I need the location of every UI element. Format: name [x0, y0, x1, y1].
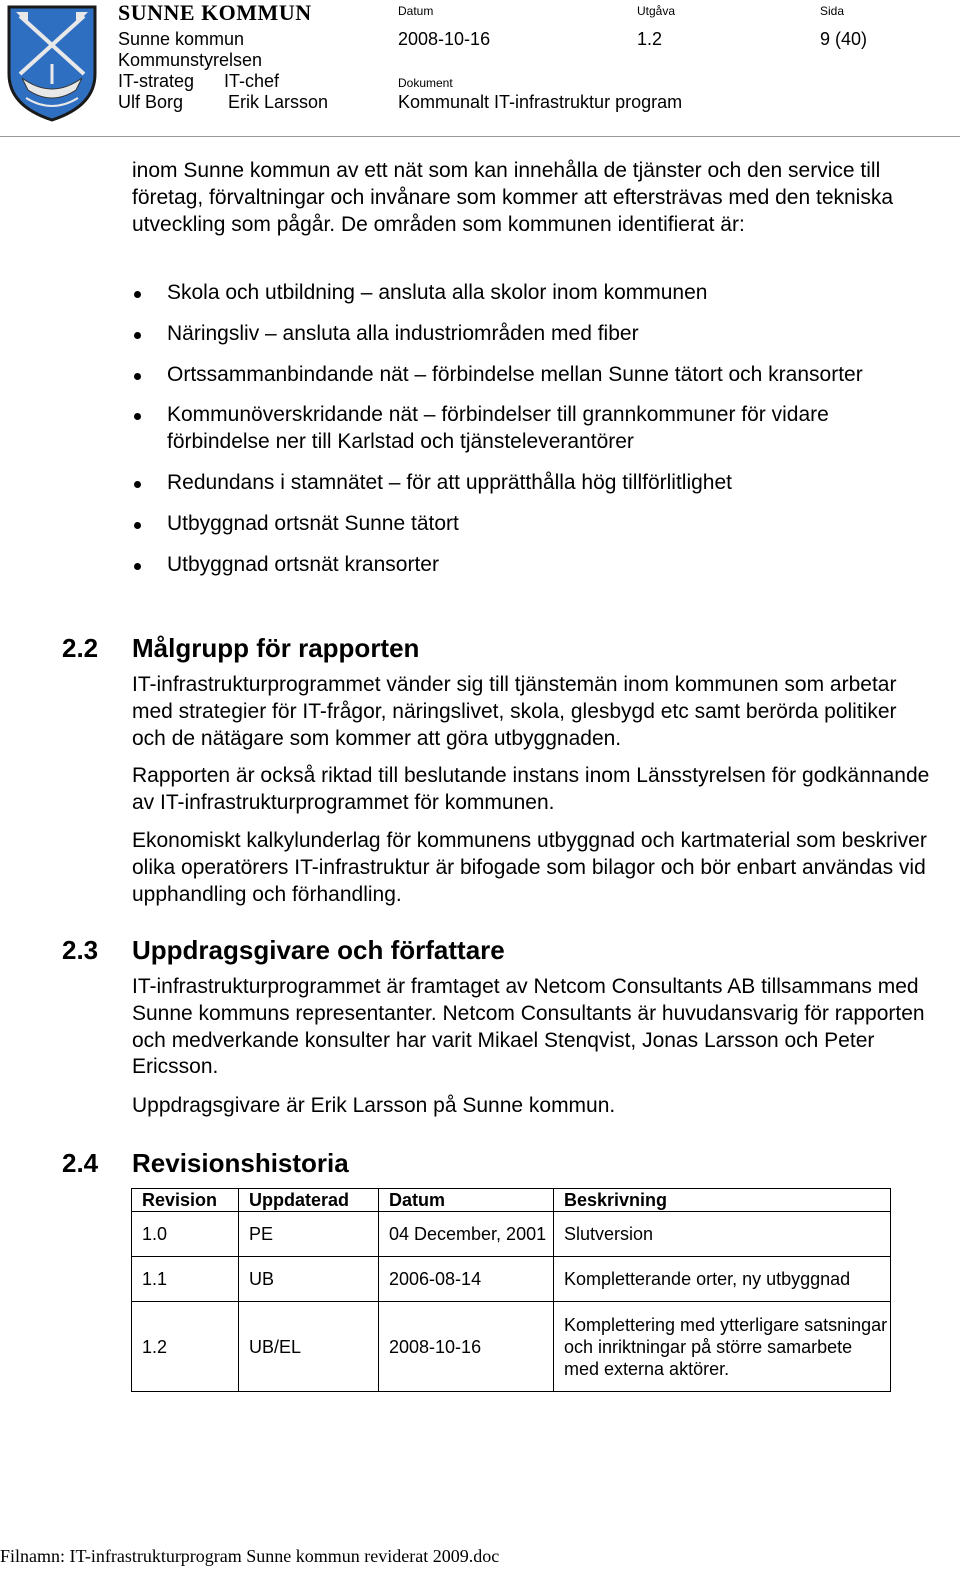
column-header: Uppdaterad: [239, 1189, 379, 1212]
paragraph-text: Rapporten är också riktad till beslutande instans inom Länsstyrelsen för godkännande av IT-infrastrukturprogrammet för kommunen.: [132, 764, 930, 814]
table-row: [132, 1302, 891, 1392]
page-label: Sida: [820, 4, 845, 18]
table-row: [132, 1257, 891, 1302]
section-paragraph: [132, 974, 932, 1081]
footer-filename: Filnamn: IT-infrastrukturprogram Sunne kommun reviderat 2009.doc: [0, 1546, 500, 1566]
section-title: Revisionshistoria: [132, 1148, 349, 1178]
revision-table: [131, 1188, 891, 1392]
table-cell: PE: [239, 1212, 379, 1257]
list-item: Redundans i stamnätet – för att upprätthålla hög tillförlitlighet: [132, 470, 932, 497]
column-header: Beskrivning: [554, 1189, 891, 1212]
paragraph-text: Uppdragsgivare är Erik Larsson på Sunne kommun.: [132, 1094, 616, 1117]
paragraph-text: Ekonomiskt kalkylunderlag för kommunens utbyggnad och kartmaterial som beskriver olika operatörers IT-infrastruktur är bifogade som bilagor och bör enbart användas vid upphandling och förhandling.: [132, 829, 927, 906]
section-number: 2.2: [62, 633, 99, 663]
person2-name: Erik Larsson: [228, 92, 329, 112]
list-item: Kommunöverskridande nät – förbindelser till grannkommuner för vidare förbindelse ner till Karlstad och tjänsteleverantörer: [132, 402, 932, 456]
section-heading-2-3: [62, 935, 505, 966]
table-cell: 1.0: [132, 1212, 239, 1257]
document-value: Kommunalt IT-infrastruktur program: [398, 92, 683, 112]
coat-of-arms-icon: [6, 4, 98, 122]
version-value: 1.2: [637, 29, 663, 49]
section-paragraph: [132, 1093, 932, 1120]
document-label: Dokument: [398, 76, 453, 90]
page-value: 9 (40): [820, 29, 868, 49]
list-item: Utbyggnad ortsnät kransorter: [132, 552, 932, 579]
table-cell: 2006-08-14: [379, 1257, 554, 1302]
list-item: Skola och utbildning – ansluta alla skolor inom kommunen: [132, 280, 932, 307]
section-heading-2-4: [62, 1148, 349, 1179]
department: Kommunstyrelsen: [118, 50, 263, 70]
version-label: Utgåva: [637, 4, 676, 18]
intro-text: inom Sunne kommun av ett nät som kan innehålla de tjänster och den service till företag, förvaltningar och invånare som kommer att eftersträvas med den tekniska utveckling som pågår. De områden som kommunen identifierat är:: [132, 159, 894, 236]
list-item: Utbyggnad ortsnät Sunne tätort: [132, 511, 932, 538]
table-cell: 04 December, 2001: [379, 1212, 554, 1257]
table-cell: Komplettering med ytterligare satsningar och inriktningar på större samarbete med externa aktörer.: [554, 1302, 891, 1392]
section-number: 2.4: [62, 1148, 99, 1178]
org-name: Sunne kommun: [118, 29, 245, 49]
table-header-row: [132, 1189, 891, 1212]
table-cell: UB: [239, 1257, 379, 1302]
section-heading-2-2: [62, 633, 419, 664]
column-header: Revision: [132, 1189, 239, 1212]
paragraph-text: IT-infrastrukturprogrammet vänder sig till tjänstemän inom kommunen som arbetar med strategier för IT-frågor, näringslivet, skola, glesbygd etc samt berörda politiker och de nätägare som kommer att göra utbyggnaden.: [132, 673, 897, 750]
header-divider: [0, 136, 960, 137]
area-bullet-list: [132, 280, 932, 592]
table-cell: Slutversion: [554, 1212, 891, 1257]
section-title: Målgrupp för rapporten: [132, 633, 420, 663]
section-title: Uppdragsgivare och författare: [132, 935, 505, 965]
role2-label: IT-chef: [224, 71, 280, 91]
table-cell: 1.1: [132, 1257, 239, 1302]
table-cell: 2008-10-16: [379, 1302, 554, 1392]
section-paragraph: [132, 828, 932, 908]
person1-name: Ulf Borg: [118, 92, 184, 112]
table-cell: UB/EL: [239, 1302, 379, 1392]
section-paragraph: [132, 763, 932, 817]
intro-paragraph: [132, 158, 932, 238]
table-cell: Kompletterande orter, ny utbyggnad: [554, 1257, 891, 1302]
section-paragraph: [132, 672, 932, 752]
table-cell: 1.2: [132, 1302, 239, 1392]
date-value: 2008-10-16: [398, 29, 491, 49]
section-number: 2.3: [62, 935, 99, 965]
date-label: Datum: [398, 4, 434, 18]
paragraph-text: IT-infrastrukturprogrammet är framtaget av Netcom Consultants AB tillsammans med Sunne kommuns representanter. Netcom Consultants är huvudansvarig för rapporten och medverkande konsulter har varit Mikael Stenqvist, Jonas Larsson och Peter Ericsson.: [132, 975, 925, 1079]
table-row: [132, 1212, 891, 1257]
list-item: Ortssammanbindande nät – förbindelse mellan Sunne tätort och kransorter: [132, 362, 932, 389]
role1-label: IT-strateg: [118, 71, 195, 91]
org-title: SUNNE KOMMUN: [118, 0, 312, 25]
column-header: Datum: [379, 1189, 554, 1212]
list-item: Näringsliv – ansluta alla industriområden med fiber: [132, 321, 932, 348]
